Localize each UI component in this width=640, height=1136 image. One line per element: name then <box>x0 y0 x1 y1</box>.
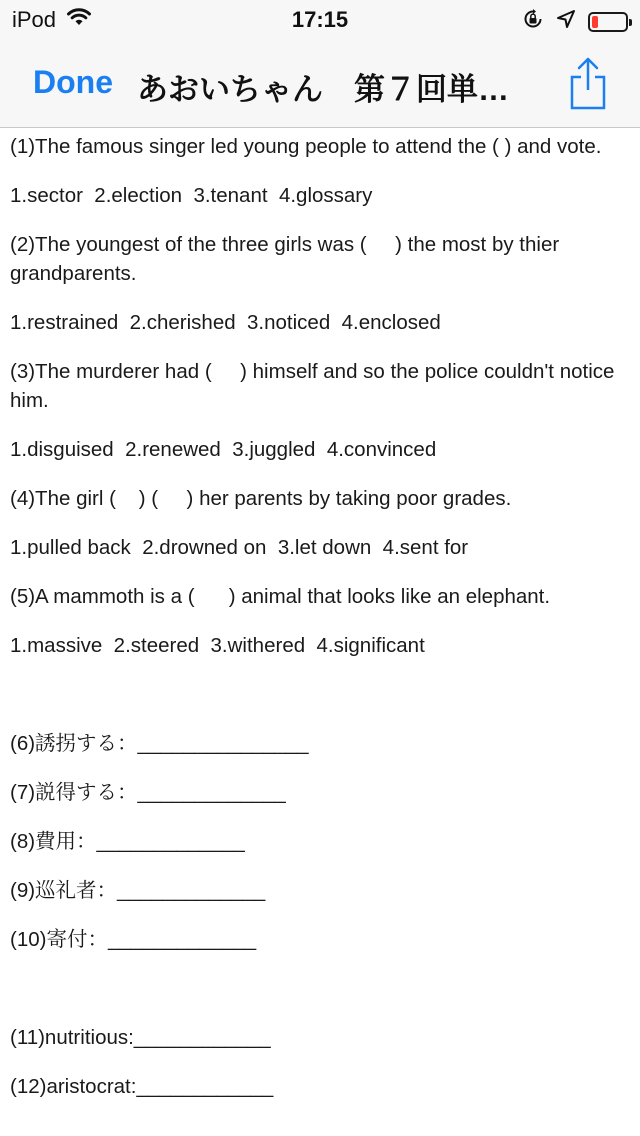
document-body[interactable] <box>0 128 640 1136</box>
question-1: (1)The famous singer led young people to attend the ( ) and vote. <box>10 135 602 158</box>
choices-2: 1.restrained 2.cherished 3.noticed 4.enclosed <box>10 311 441 334</box>
vocab-item-11: (11)nutritious:____________ <box>10 1026 271 1049</box>
section-spacer <box>10 974 626 1023</box>
question-4: (4)The girl ( ) ( ) her parents by taking poor grades. <box>10 487 512 510</box>
share-icon <box>566 56 610 112</box>
vocab-item-12: (12)aristocrat:____________ <box>10 1075 274 1098</box>
status-right <box>522 8 628 35</box>
status-time: 17:15 <box>291 7 349 32</box>
battery-icon <box>588 12 628 32</box>
question-2: (2)The youngest of the three girls was ( ) the most by thier grandparents. <box>10 233 565 285</box>
choices-3: 1.disguised 2.renewed 3.juggled 4.convinced <box>10 438 437 461</box>
device-name: iPod <box>12 7 57 32</box>
question-5: (5)A mammoth is a ( ) animal that looks like an elephant. <box>10 585 551 608</box>
vocab-item-6: (6)誘拐する：_______________ <box>10 732 309 755</box>
vocab-item-8: (8)費用：_____________ <box>10 830 245 853</box>
share-button[interactable] <box>566 56 610 112</box>
vocab-item-9: (9)巡礼者：_____________ <box>10 879 266 902</box>
choices-5: 1.massive 2.steered 3.withered 4.significant <box>10 634 425 657</box>
vocab-item-7: (7)説得する：_____________ <box>10 781 286 804</box>
battery-level <box>592 16 598 28</box>
vocab-item-10: (10)寄付：_____________ <box>10 928 257 951</box>
status-bar <box>0 0 640 40</box>
section-spacer <box>10 680 626 729</box>
done-button[interactable]: Done <box>33 64 113 100</box>
document-title: あおいちゃん 第７回単… <box>137 72 509 107</box>
choices-4: 1.pulled back 2.drowned on 3.let down 4.sent for <box>10 536 469 559</box>
question-3: (3)The murderer had ( ) himself and so the police couldn't notice him. <box>10 360 621 412</box>
rotation-lock-icon <box>522 8 544 35</box>
choices-1: 1.sector 2.election 3.tenant 4.glossary <box>10 184 373 207</box>
location-arrow-icon <box>556 9 576 34</box>
navigation-bar <box>0 40 640 128</box>
